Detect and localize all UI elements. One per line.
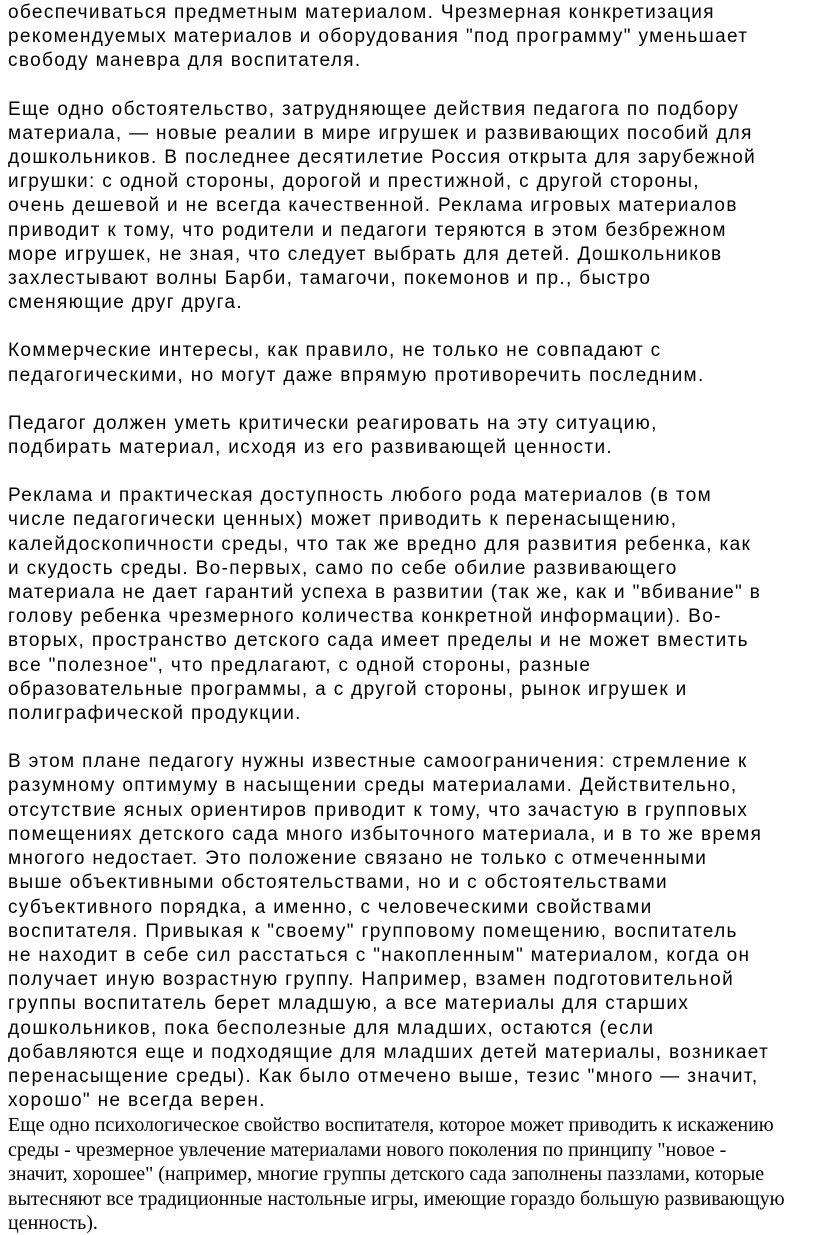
paragraph-1: обеспечиваться предметным материалом. Чрезмерная конкретизация рекомендуемых материалов и оборудования "под программу" уменьшает свободу маневра для воспитателя. [8, 2, 749, 72]
paragraph-7: Еще одно психологическое свойство воспитателя, которое может приводить к искажению среды - чрезмерное увлечение материалами нового поколения по принципу "новое - значит, хорошее" (например, многие группы детского сада заполнены паззлами, которые вытесняют все традиционные настольные игры, имеющие гораздо большую развивающую ценность). [8, 1114, 785, 1234]
paragraph-3: Коммерческие интересы, как правило, не только не совпадают с педагогическими, но могут даже впрямую противоречить последним. [8, 340, 705, 386]
paragraph-4: Педагог должен уметь критически реагировать на эту ситуацию, подбирать материал, исходя из его развивающей ценности. [8, 412, 658, 459]
paragraph-2: Еще одно обстоятельство, затрудняющее действия педагога по подбору материала, — новые реалии в мире игрушек и развивающих пособий для дошкольников. В последнее десятилетие Россия открыта для зарубежной игрушки: с одной стороны, дорогой и престижной, с другой стороны, очень дешевой и не всегда качественной. Реклама игровых материалов приводит к тому, что родители и педагоги теряются в этом безбрежном море игрушек, не зная, что следует выбрать для детей. Дошкольников захлестывают волны Барби, тамагочи, покемонов и пр., быстро сменяющие друг друга. [8, 98, 757, 314]
paragraph-6: В этом плане педагогу нужны известные самоограничения: стремление к разумному оптимуму в насыщении среды материалами. Действительно, отсутствие ясных ориентиров приводит к тому, что зачастую в групповых помещениях детского сада много избыточного материала, и в то же время многого недостает. Это положение связано не только с отмеченными выше объективными обстоятельствами, но и с обстоятельствами субъективного порядка, а именно, с человеческими свойствами воспитателя. Привыкая к "своему" групповому помещению, воспитатель не находит в себе сил расстаться с "накопленным" материалом, когда он получает иную возрастную группу. Например, взамен подготовительной группы воспитатель берет младшую, а все материалы для старших дошкольников, пока бесполезные для младших, остаются (если добавляются еще и подходящие для младших детей материалы, возникает перенасыщение среды). Как было отмечено выше, тезис "много — значит, хорошо" не всегда верен. [8, 751, 770, 1112]
document-page [8, 0, 813, 1235]
paragraph-5: Реклама и практическая доступность любого рода материалов (в том числе педагогически ценных) может приводить к перенасыщению, калейдоскопичности среды, что так же вредно для развития ребенка, как и скудость среды. Во-первых, само по себе обилие развивающего материала не дает гарантий успеха в развитии (так же, как и "вбивание" в голову ребенка чрезмерного количества конкретной информации). Во- вторых, пространство детского сада имеет пределы и не может вместить все "полезное", что предлагают, с одной стороны, разные образовательные программы, а с другой стороны, рынок игрушек и полиграфической продукции. [8, 485, 762, 725]
